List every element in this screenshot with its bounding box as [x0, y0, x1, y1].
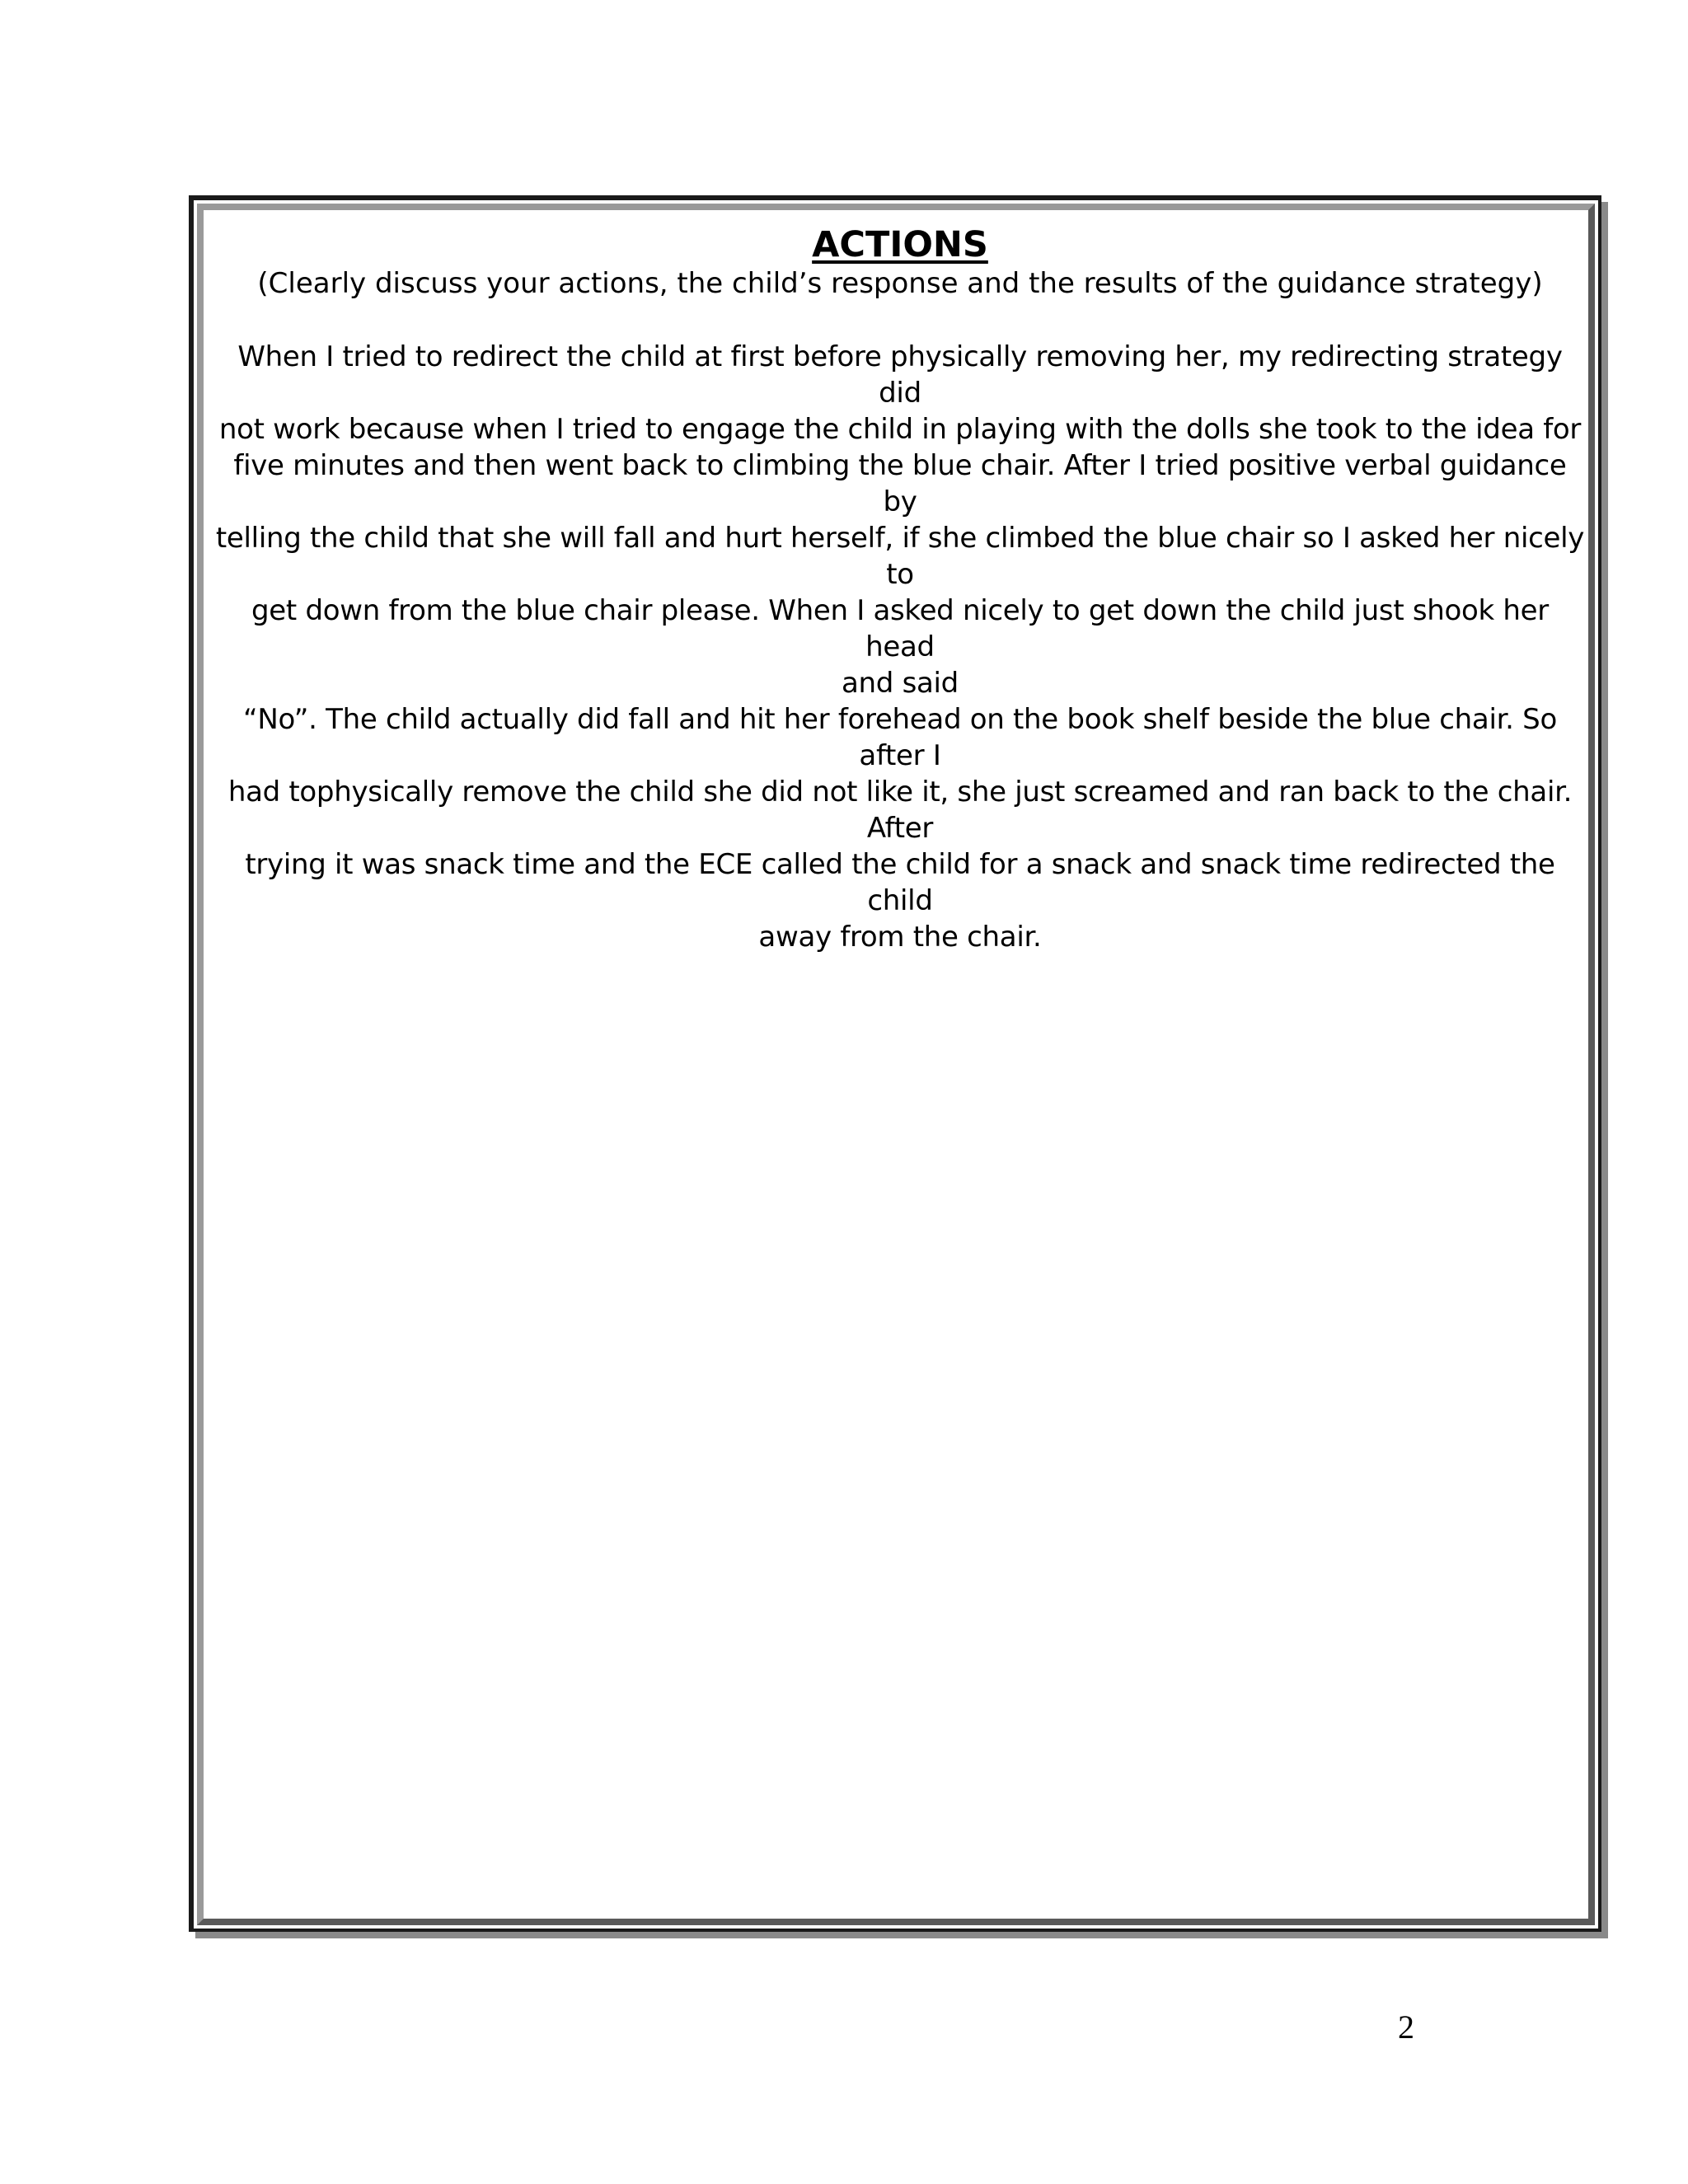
response-line: “No”. The child actually did fall and hit her forehead on the book shelf beside the blue chair. So after I — [243, 703, 1557, 772]
page-number: 2 — [1398, 2008, 1414, 2046]
response-line: trying it was snack time and the ECE called the child for a snack and snack time redirected the child — [245, 848, 1555, 917]
response-line: not work because when I tried to engage the child in playing with the dolls she took to the idea for — [218, 413, 1582, 446]
response-line: five minutes and then went back to climbing the blue chair. After I tried positive verbal guidance by — [233, 449, 1567, 518]
actions-box — [189, 195, 1601, 1932]
response-line: When I tried to redirect the child at first before physically removing her, my redirecting strategy did — [237, 340, 1563, 410]
actions-content — [215, 225, 1585, 955]
response-line: and said — [842, 667, 959, 700]
section-title: ACTIONS — [812, 224, 988, 265]
response-line: had tophysically remove the child she did not like it, she just screamed and ran back to the chair. After — [227, 776, 1573, 845]
actions-box-inner — [197, 204, 1595, 1925]
response-line: telling the child that she will fall and hurt herself, if she climbed the blue chair so I asked her nicely to — [215, 522, 1585, 591]
response-line: away from the chair. — [758, 921, 1042, 954]
response-paragraph — [215, 339, 1585, 955]
paragraph-spacer — [215, 302, 1585, 339]
section-instruction: (Clearly discuss your actions, the child’s response and the results of the guidance strategy) — [257, 267, 1543, 300]
response-line: get down from the blue chair please. When I asked nicely to get down the child just shook her head — [251, 594, 1549, 663]
